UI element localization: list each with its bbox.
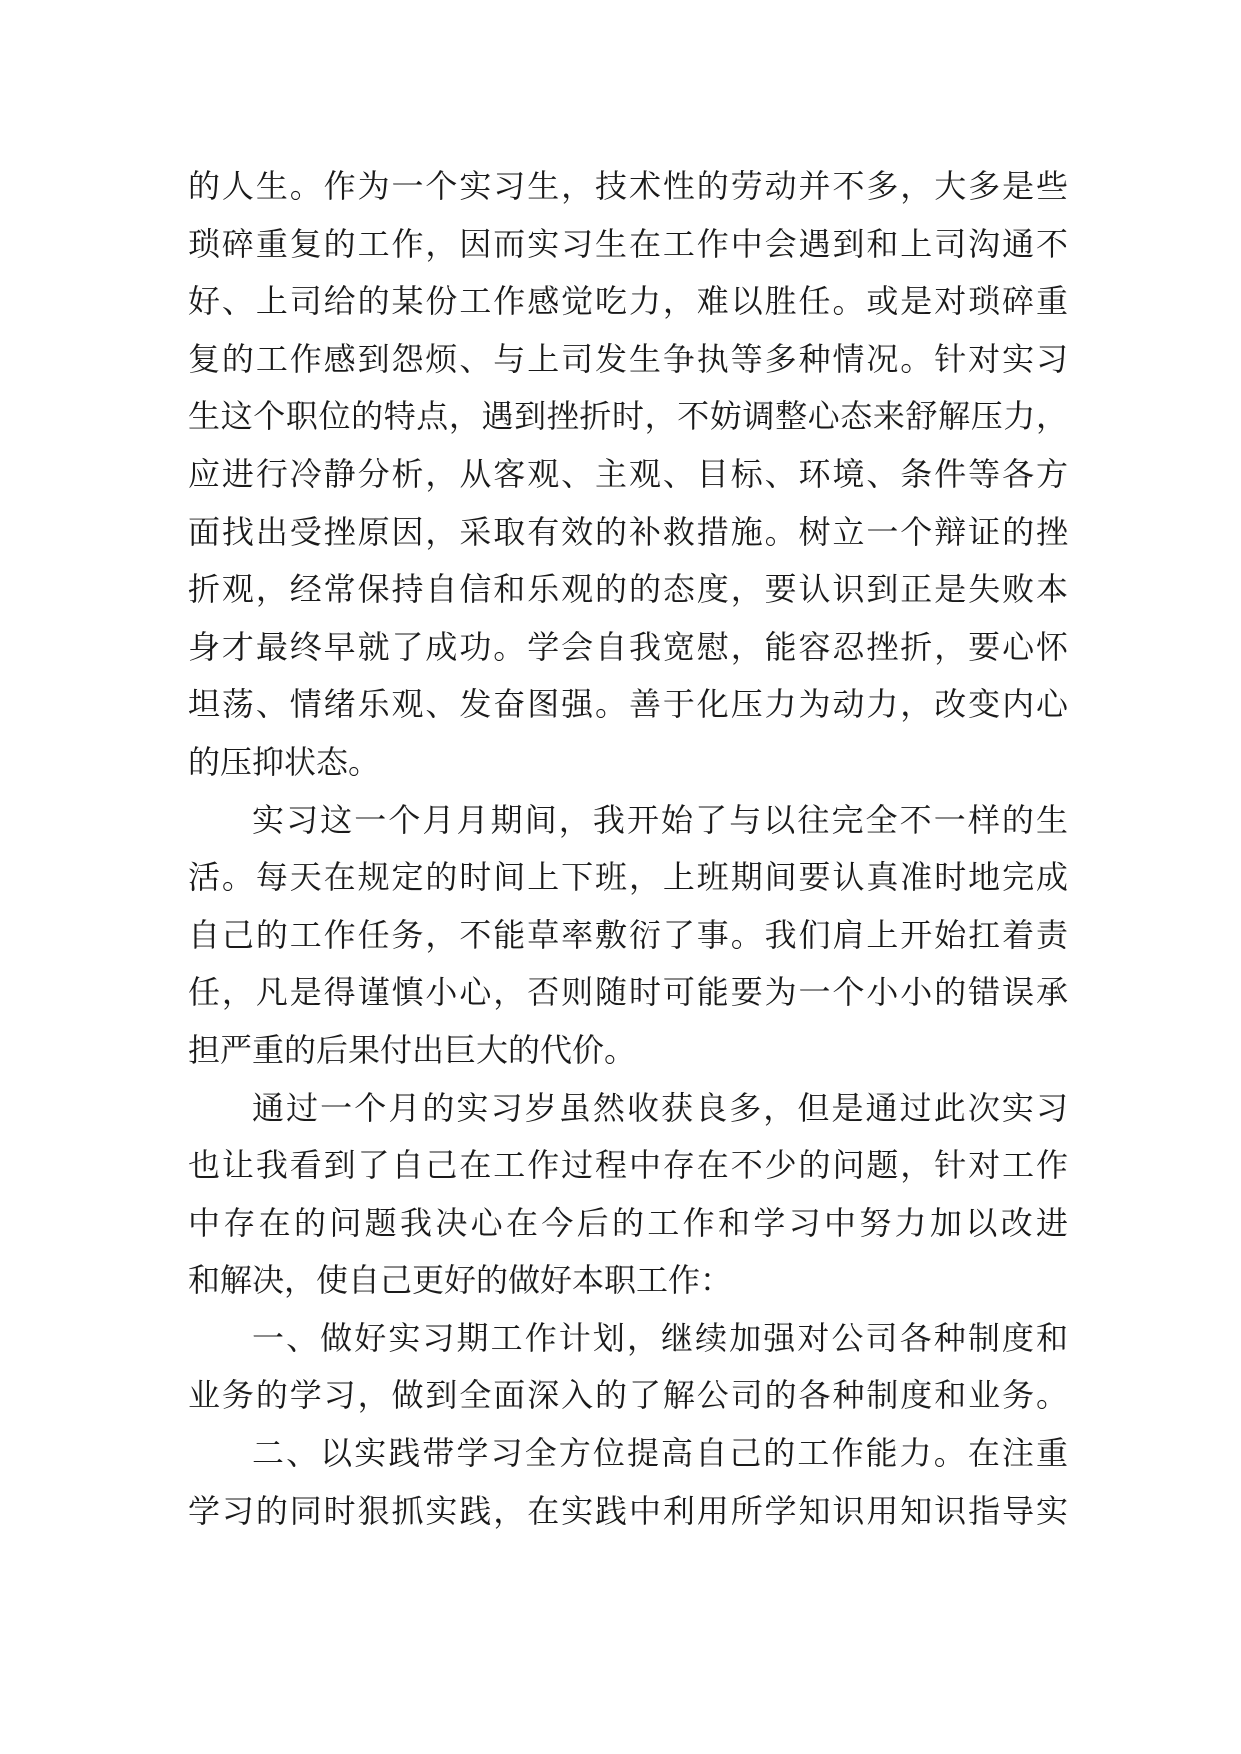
text-line: 业务的学习，做到全面深入的了解公司的各种制度和业务。: [188, 1376, 1068, 1415]
text-line: 复的工作感到怨烦、与上司发生争执等多种情况。针对实习: [188, 339, 1068, 378]
text-line: 生这个职位的特点，遇到挫折时，不妨调整心态来舒解压力，: [188, 397, 1068, 436]
text-line: 活。每天在规定的时间上下班，上班期间要认真准时地完成: [188, 858, 1068, 897]
text-line: 二、以实践带学习全方位提高自己的工作能力。在注重: [252, 1434, 1068, 1473]
text-line: 折观，经常保持自信和乐观的的态度，要认识到正是失败本: [188, 570, 1068, 609]
text-line: 也让我看到了自己在工作过程中存在不少的问题，针对工作: [188, 1146, 1068, 1185]
text-line: 琐碎重复的工作，因而实习生在工作中会遇到和上司沟通不: [188, 224, 1068, 263]
text-line: 和解决，使自己更好的做好本职工作：: [188, 1261, 733, 1300]
text-line: 的人生。作为一个实习生，技术性的劳动并不多，大多是些: [188, 167, 1068, 205]
text-line: 应进行冷静分析，从客观、主观、目标、环境、条件等各方: [188, 454, 1068, 493]
text-line: 学习的同时狠抓实践，在实践中利用所学知识用知识指导实: [188, 1491, 1068, 1530]
text-line: 一、做好实习期工作计划，继续加强对公司各种制度和: [252, 1318, 1068, 1357]
text-line: 担严重的后果付出巨大的代价。: [188, 1030, 637, 1069]
text-line: 面找出受挫原因，采取有效的补救措施。树立一个辩证的挫: [188, 512, 1068, 551]
text-line: 好、上司给的某份工作感觉吃力，难以胜任。或是对琐碎重: [188, 282, 1068, 321]
text-line: 通过一个月的实习岁虽然收获良多，但是通过此次实习: [252, 1088, 1068, 1127]
text-line: 坦荡、情绪乐观、发奋图强。善于化压力为动力，改变内心: [188, 685, 1068, 724]
paragraph-5: [188, 1425, 1068, 1540]
text-line: 任，凡是得谨慎小心，否则随时可能要为一个小小的错误承: [188, 973, 1068, 1012]
paragraph-2: [188, 792, 1068, 1080]
text-line: 实习这一个月月期间，我开始了与以往完全不一样的生: [252, 800, 1068, 839]
text-line: 中存在的问题我决心在今后的工作和学习中努力加以改进: [188, 1203, 1068, 1242]
paragraph-1: [188, 158, 1068, 792]
body-text: [188, 158, 1068, 1540]
text-line: 身才最终早就了成功。学会自我宽慰，能容忍挫折，要心怀: [188, 627, 1068, 666]
text-line: 的压抑状态。: [188, 742, 381, 781]
paragraph-4: [188, 1310, 1068, 1425]
text-line: 自己的工作任务，不能草率敷衍了事。我们肩上开始扛着责: [188, 915, 1068, 954]
paragraph-3: [188, 1080, 1068, 1310]
